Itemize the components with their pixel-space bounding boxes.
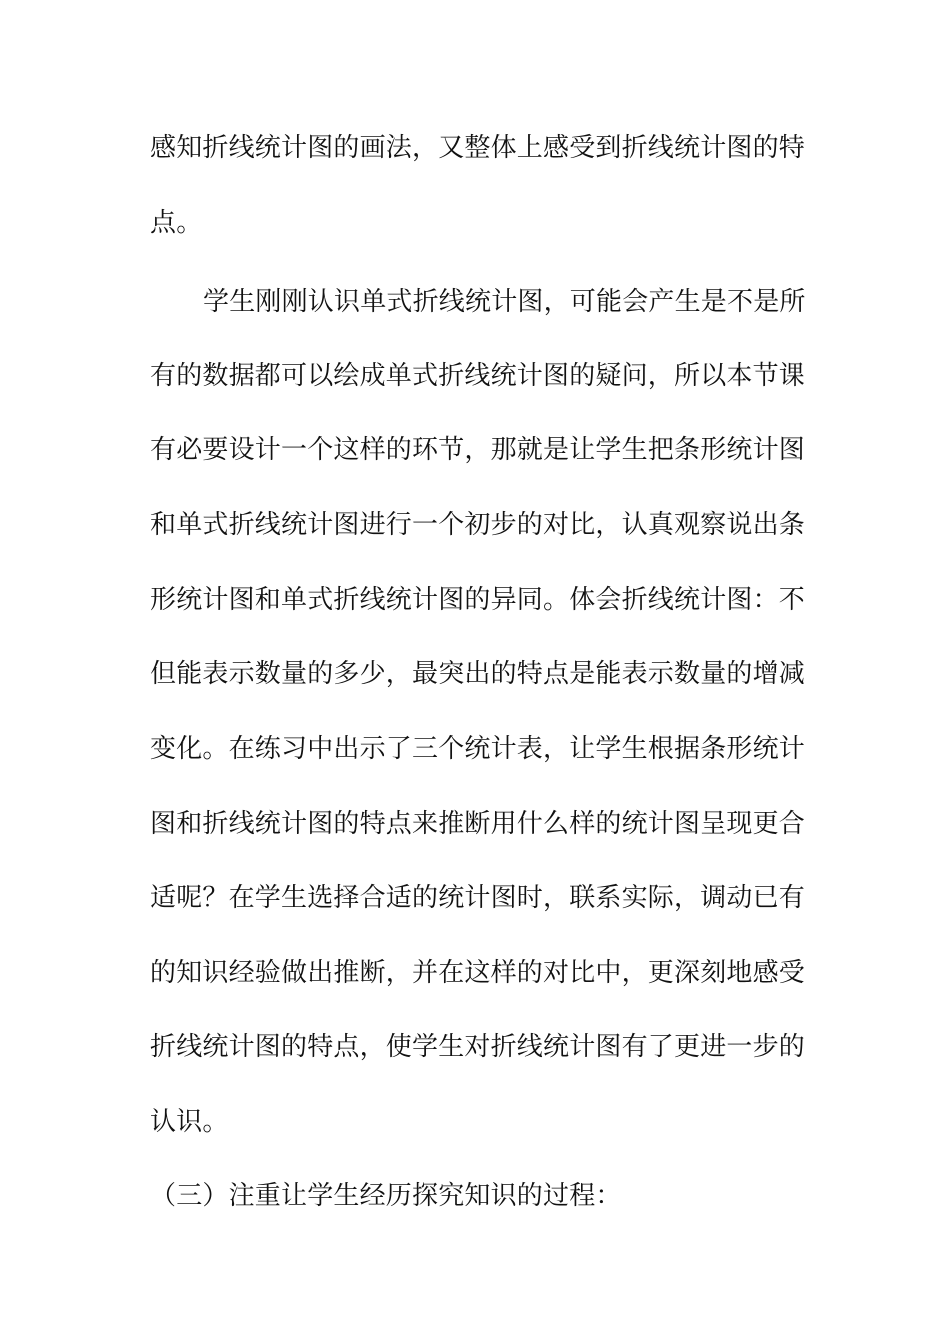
section-heading: （三）注重让学生经历探究知识的过程： — [150, 1181, 622, 1211]
paragraph-line: 感知折线统计图的画法，又整体上感受到折线统计图的特 — [150, 133, 806, 163]
paragraph-line: 点。 — [150, 208, 203, 238]
paragraph-line: 但能表示数量的多少，最突出的特点是能表示数量的增减 — [150, 659, 806, 689]
paragraph-line: 图和折线统计图的特点来推断用什么样的统计图呈现更合 — [150, 809, 806, 839]
paragraph-line: 有的数据都可以绘成单式折线统计图的疑问，所以本节课 — [150, 361, 806, 391]
paragraph-line: 有必要设计一个这样的环节，那就是让学生把条形统计图 — [150, 435, 806, 465]
paragraph-line: 的知识经验做出推断，并在这样的对比中，更深刻地感受 — [150, 958, 806, 988]
paragraph-line: 适呢？在学生选择合适的统计图时，联系实际，调动已有 — [150, 883, 806, 913]
paragraph-line: 认识。 — [150, 1107, 229, 1137]
paragraph-line: 折线统计图的特点，使学生对折线统计图有了更进一步的 — [150, 1032, 806, 1062]
paragraph-line: 形统计图和单式折线统计图的异同。体会折线统计图：不 — [150, 585, 806, 615]
paragraph-line: 学生刚刚认识单式折线统计图，可能会产生是不是所 — [203, 287, 806, 317]
paragraph-line: 变化。在练习中出示了三个统计表，让学生根据条形统计 — [150, 734, 806, 764]
paragraph-line: 和单式折线统计图进行一个初步的对比，认真观察说出条 — [150, 510, 806, 540]
